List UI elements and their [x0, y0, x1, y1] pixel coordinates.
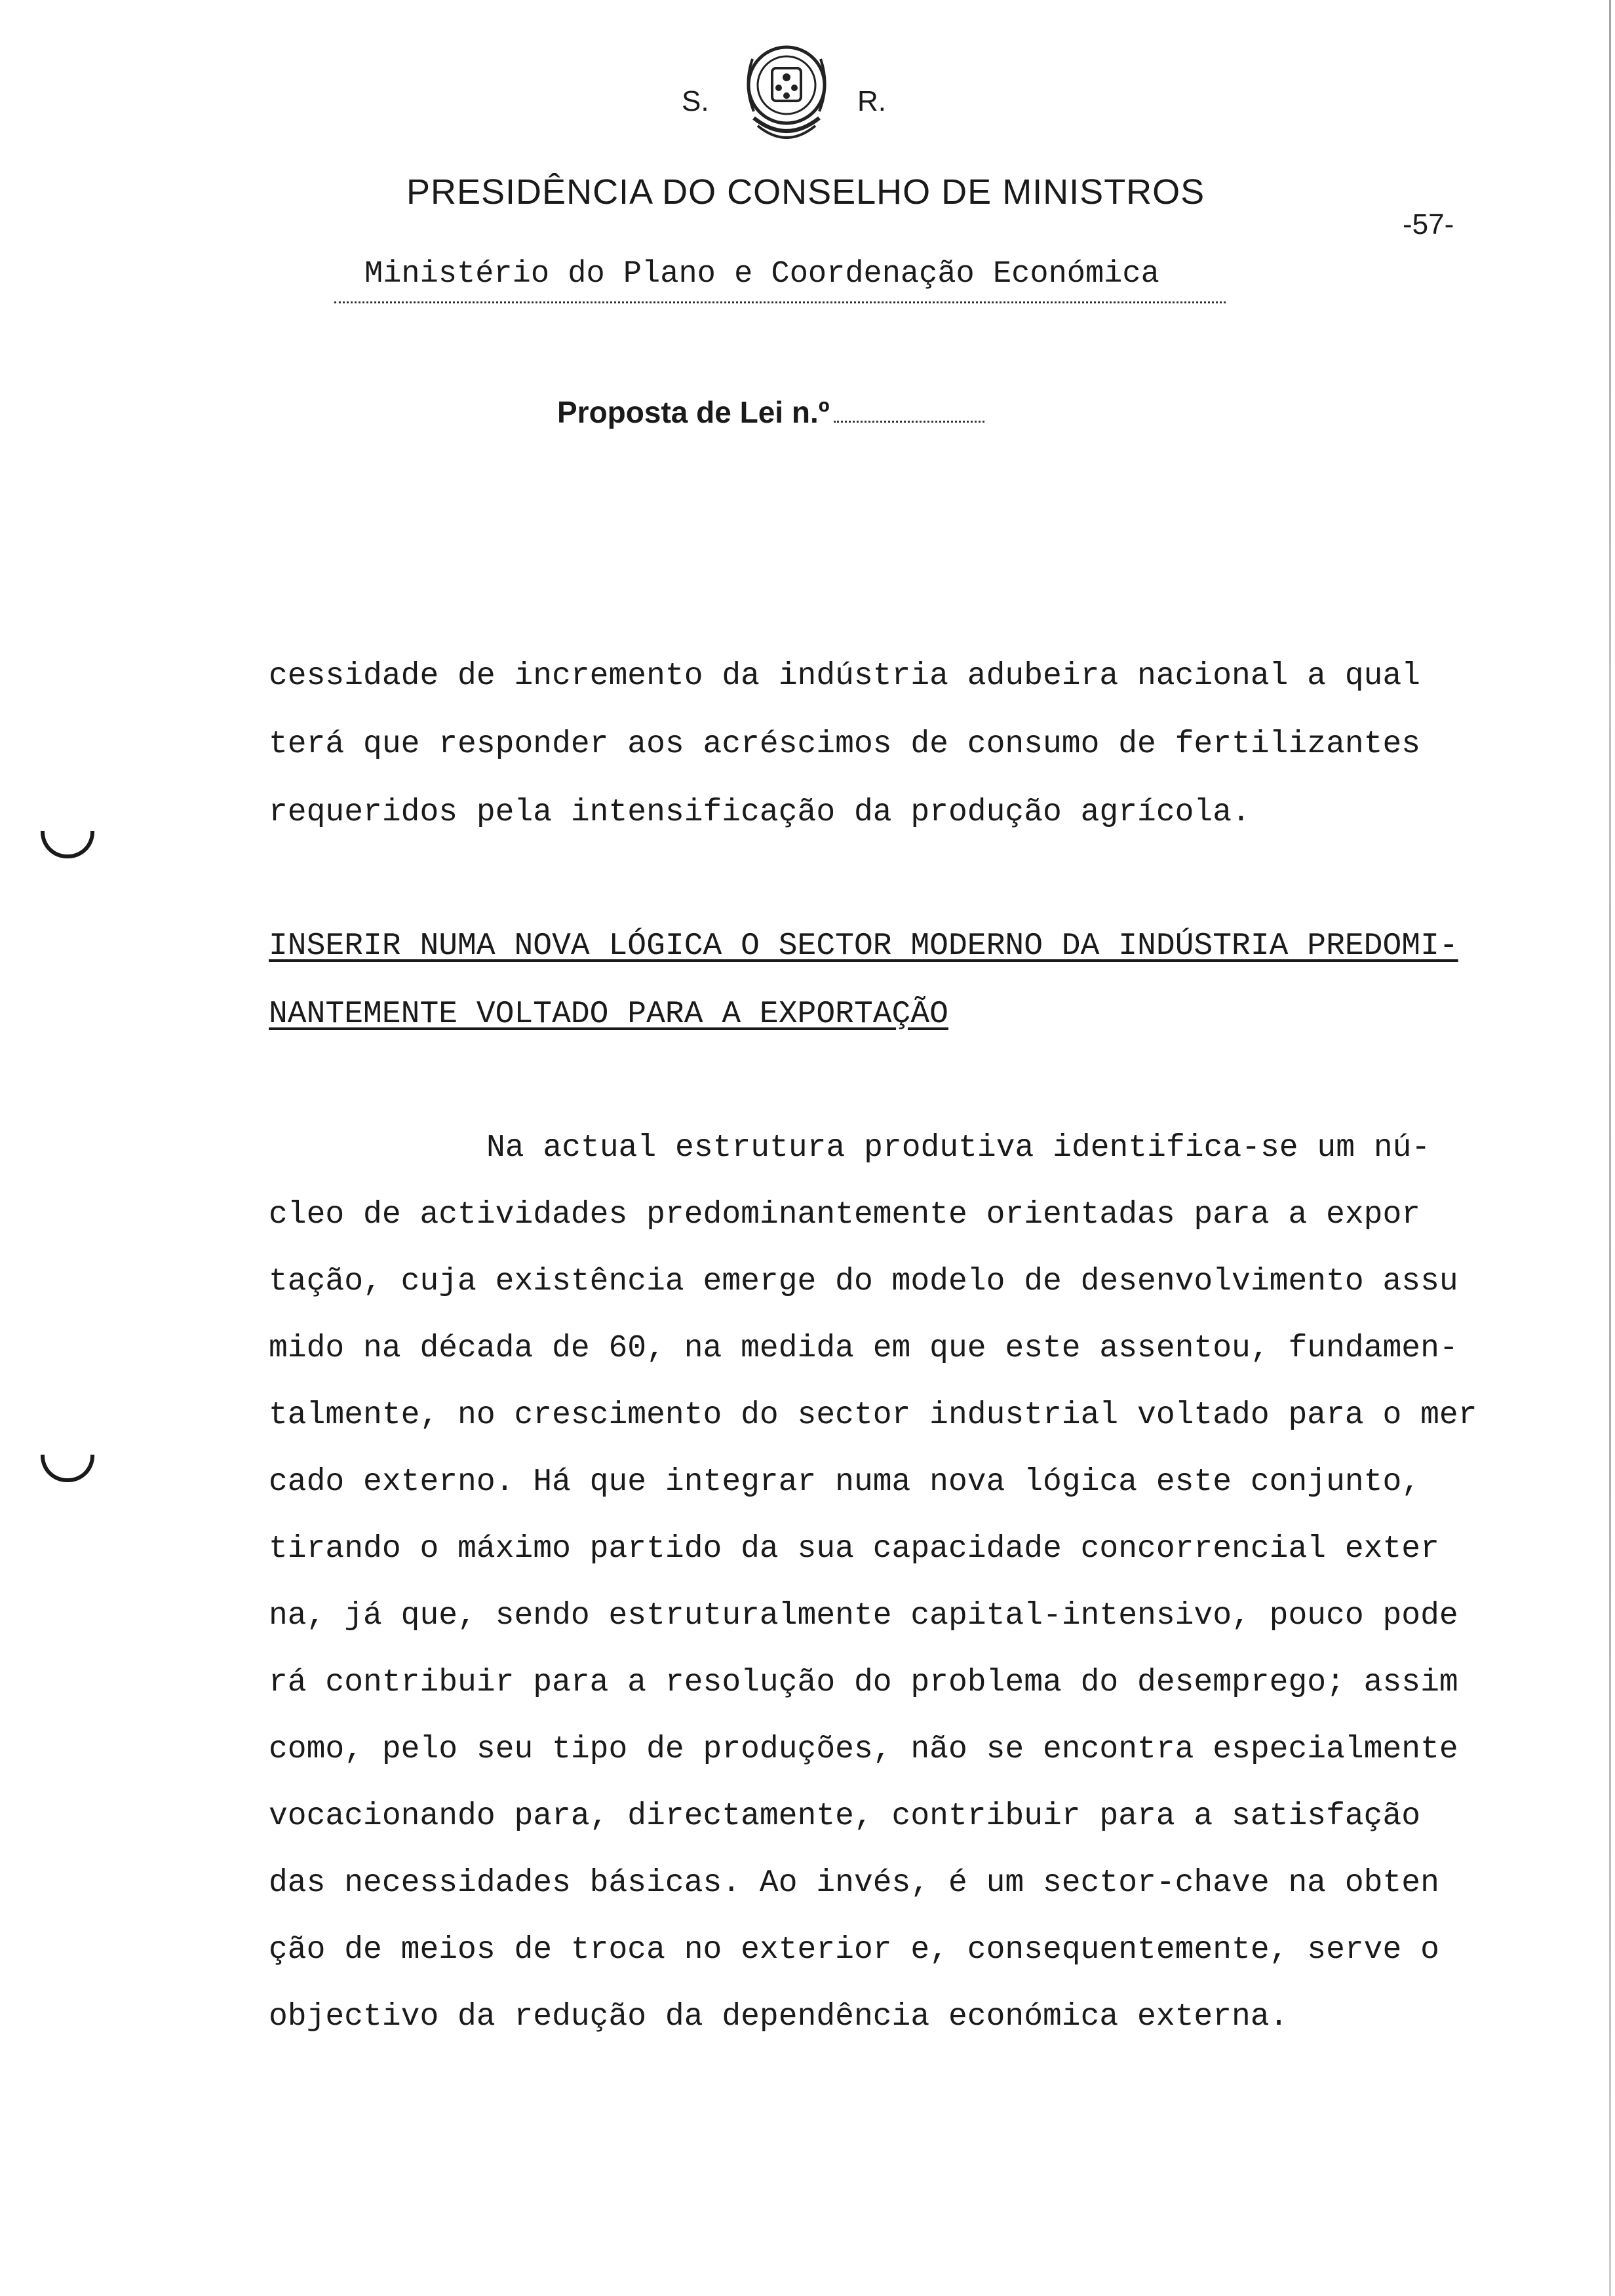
intro-line: cessidade de incremento da indústria adubeira nacional a qual	[269, 659, 1421, 694]
paragraph-line: Na actual estrutura produtiva identifica-se um nú-	[486, 1130, 1431, 1166]
paragraph-line: rá contribuir para a resolução do problema do desemprego; assim	[269, 1665, 1458, 1700]
proposal-number-blank	[834, 421, 984, 423]
paragraph-line: cleo de actividades predominantemente orientadas para a expor	[269, 1197, 1421, 1233]
paragraph-line: como, pelo seu tipo de produções, não se encontra especialmente	[269, 1732, 1458, 1767]
paragraph-line: mido na década de 60, na medida em que este assentou, fundamen-	[269, 1331, 1458, 1366]
paragraph-line: ção de meios de troca no exterior e, consequentemente, serve o	[269, 1932, 1439, 1968]
paragraph-line: cado externo. Há que integrar numa nova lógica este conjunto,	[269, 1464, 1421, 1500]
paragraph-line: na, já que, sendo estruturalmente capital-intensivo, pouco pode	[269, 1598, 1458, 1634]
paragraph-line: vocacionando para, directamente, contribuir para a satisfação	[269, 1799, 1421, 1834]
intro-line: terá que responder aos acréscimos de consumo de fertilizantes	[269, 727, 1421, 762]
proposal-field	[557, 394, 984, 430]
paragraph-line: tação, cuja existência emerge do modelo de desenvolvimento assu	[269, 1264, 1458, 1299]
binding-mark	[41, 1455, 94, 1482]
paragraph-line: talmente, no crescimento do sector industrial voltado para o mer	[269, 1398, 1477, 1433]
page-number: -57-	[1403, 208, 1454, 240]
ministry-dotted-rule	[334, 301, 1226, 303]
ministry-name: Ministério do Plano e Coordenação Económica	[364, 257, 1159, 292]
paragraph-line: objectivo da redução da dependência económica externa.	[269, 1999, 1289, 2035]
letterhead-left-letter: S.	[682, 85, 709, 117]
letterhead-emblem-row	[655, 39, 918, 170]
letterhead-right-letter: R.	[857, 85, 886, 117]
coat-of-arms-icon	[734, 39, 839, 151]
section-heading-line: INSERIR NUMA NOVA LÓGICA O SECTOR MODERNO DA INDÚSTRIA PREDOMI-	[269, 928, 1458, 964]
intro-line: requeridos pela intensificação da produção agrícola.	[269, 795, 1251, 830]
page-edge-shadow	[1609, 0, 1611, 2296]
paragraph-line: tirando o máximo partido da sua capacidade concorrencial exter	[269, 1531, 1439, 1567]
section-heading-line: NANTEMENTE VOLTADO PARA A EXPORTAÇÃO	[269, 997, 948, 1032]
institution-title: PRESIDÊNCIA DO CONSELHO DE MINISTROS	[406, 172, 1205, 212]
proposal-label: Proposta de Lei n.º	[557, 395, 830, 429]
binding-mark	[41, 831, 94, 858]
paragraph-line: das necessidades básicas. Ao invés, é um sector-chave na obten	[269, 1866, 1439, 1901]
